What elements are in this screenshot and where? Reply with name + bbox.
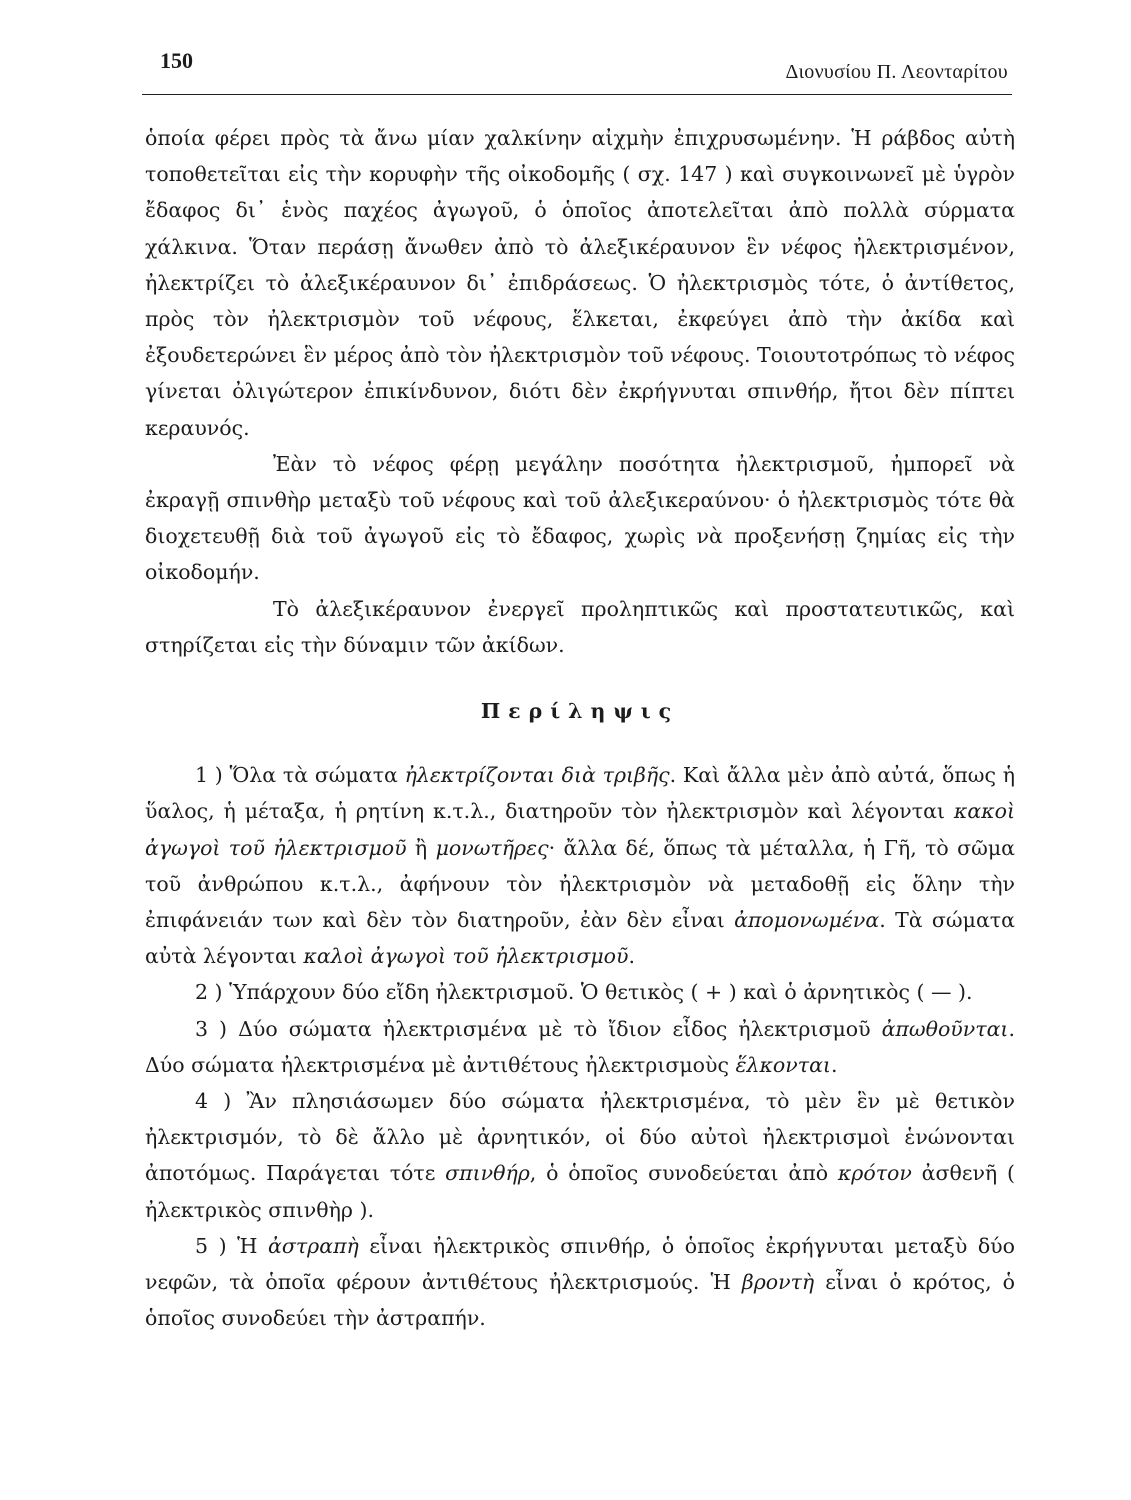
summary-text: . Δύο σώματα ἠλεκτρισμένα μὲ ἀντιθέτους ἠλεκτρισμοὺς [145,1016,1015,1077]
body-text [145,120,1015,1337]
summary-item [145,757,1015,974]
summary-text: , ὁ ὁποῖος συνοδεύεται ἀπὸ [529,1161,838,1186]
summary-emphasis: κρότον [837,1161,912,1186]
paragraph-lightning-rod-discharge: Ἐὰν τὸ νέφος φέρῃ μεγάλην ποσότητα ἠλεκτρισμοῦ, ἠμπορεῖ νὰ ἐκραγῇ σπινθὴρ μεταξὺ τοῦ νέφους καὶ τοῦ ἀλεξικεραύνου· ὁ ἠλεκτρισμὸς τότε θὰ διοχετευθῇ διὰ τοῦ ἀγωγοῦ εἰς τὸ ἔδαφος, χωρὶς νὰ προξενήσῃ ζημίας εἰς τὴν οἰκοδομήν. [145,451,1015,585]
paragraph-continuation: ὁποία φέρει πρὸς τὰ ἄνω μίαν χαλκίνην αἰχμὴν ἐπιχρυσωμένην. Ἡ ράβδος αὐτὴ τοποθετεῖται εἰς τὴν κορυφὴν τῆς οἰκοδομῆς ( σχ. 147 ) καὶ συγκοινωνεῖ μὲ ὑγρὸν ἔδαφος δι᾽ ἑνὸς παχέος ἀγωγοῦ, ὁ ὁποῖος ἀποτελεῖται ἀπὸ πολλὰ σύρματα χάλκινα. Ὅταν περάσῃ ἄνωθεν ἀπὸ τὸ ἀλεξικέραυνον ἓν νέφος ἠλεκτρισμένον, ἠλεκτρίζει τὸ ἀλεξικέραυνον δι᾽ ἐπιδράσεως. Ὁ ἠλεκτρισμὸς τότε, ὁ ἀντίθετος, πρὸς τὸν ἠλεκτρισμὸν τοῦ νέφους, ἕλκεται, ἐκφεύγει ἀπὸ τὴν ἀκίδα καὶ ἐξουδετερώνει ἓν μέρος ἀπὸ τὸν ἠλεκτρισμὸν τοῦ νέφους. Τοιουτοτρόπως τὸ νέφος γίνεται ὀλιγώτερον ἐπικίνδυνον, διότι δὲν ἐκρήγνυται σπινθήρ, ἤτοι δὲν πίπτει κεραυνός. [145,126,1015,440]
summary-text: Δύο σώματα ἠλεκτρισμένα μὲ τὸ ἴδιον εἶδος ἠλεκτρισμοῦ [238,1016,882,1041]
summary-text: Ἡ [237,1233,268,1258]
summary-item-number: 1 ) [195,763,223,788]
summary-text: Ἂν πλησιάσωμεν δύο σώματα ἠλεκτρισμένα, τὸ μὲν ἓν μὲ θετικὸν ἠλεκτρισμόν, τὸ δὲ ἄλλο μὲ ἀρνητικόν, οἱ δύο αὐτοὶ ἠλεκτρισμοὶ ἑνώνονται ἀποτόμως. Παράγεται τότε [145,1089,1015,1186]
summary-emphasis: ἠλεκτρίζονται διὰ τριβῆς [404,763,670,788]
summary-item [145,1011,1015,1083]
summary-list [145,757,1015,1336]
summary-item-number: 3 ) [195,1016,228,1041]
summary-emphasis: κακοὶ ἀγωγοὶ τοῦ ἠλεκτρισμοῦ [145,799,1015,860]
summary-text: εἶναι ἠλεκτρικὸς σπινθήρ, ὁ ὁποῖος ἐκρήγνυται μεταξὺ δύο νεφῶν, τὰ ὁποῖα φέρουν ἀντιθέτους ἠλεκτρισμούς. Ἡ [145,1233,1015,1295]
summary-item [145,1228,1015,1337]
summary-text: . [628,944,636,969]
section-title: Περίληψις [480,699,680,724]
summary-emphasis: μονωτῆρες [435,835,549,860]
summary-item [145,1083,1015,1228]
summary-emphasis: σπινθήρ [445,1161,530,1186]
summary-emphasis: καλοὶ ἀγωγοὶ τοῦ ἠλεκτρισμοῦ [303,944,629,969]
summary-text: εἶναι ὁ κρότος, ὁ ὁποῖος συνοδεύει τὴν ἀστραπήν. [145,1270,1015,1331]
summary-text: . Τὰ σώματα αὐτὰ λέγονται [145,908,1015,969]
summary-text: . Καὶ ἄλλα μὲν ἀπὸ αὐτά, ὅπως ἡ ὕαλος, ἡ μέταξα, ἡ ρητίνη κ.τ.λ., διατηροῦν τὸν ἠλεκτρισμὸν καὶ λέγονται [145,763,1016,824]
summary-text: Ὑπάρχουν δύο εἴδη ἠλεκτρισμοῦ. Ὁ θετικὸς ( + ) καὶ ὁ ἀρνητικὸς ( — ). [229,980,973,1005]
summary-text: · ἄλλα δέ, ὅπως τὰ μέταλλα, ἡ Γῆ, τὸ σῶμα τοῦ ἀνθρώπου κ.τ.λ., ἀφήνουν τὸν ἠλεκτρισμὸν νὰ μεταδοθῇ εἰς ὅλην τὴν ἐπιφάνειάν των καὶ δὲν τὸν διατηροῦν, ἐὰν δὲν εἶναι [145,835,1015,933]
summary-item-number: 4 ) [195,1089,232,1114]
paragraph-lightning-rod-action: Τὸ ἀλεξικέραυνον ἐνεργεῖ προληπτικῶς καὶ προστατευτικῶς, καὶ στηρίζεται εἰς τὴν δύναμιν τῶν ἀκίδων. [145,596,1015,657]
summary-text: Ὅλα τὰ σώματα [229,763,405,788]
summary-emphasis: ἀπωθοῦνται [881,1016,1009,1041]
summary-item-number: 5 ) [195,1233,227,1258]
summary-item-number: 2 ) [195,980,223,1005]
summary-emphasis: ἀπομονωμένα [734,908,880,933]
summary-text: ἢ [406,835,436,860]
summary-item [145,974,1015,1010]
summary-text: ἀσθενῆ ( ἠλεκτρικὸς σπινθὴρ ). [145,1161,1015,1222]
summary-emphasis: βροντὴ [741,1270,815,1295]
summary-emphasis: ἕλκονται [735,1052,831,1077]
page-header [142,44,1012,95]
page-number: 150 [160,48,193,73]
running-head: Διονυσίου Π. Λεονταρίτου [785,61,1008,83]
summary-emphasis: ἀστραπὴ [268,1233,359,1258]
summary-text: . [830,1052,838,1077]
